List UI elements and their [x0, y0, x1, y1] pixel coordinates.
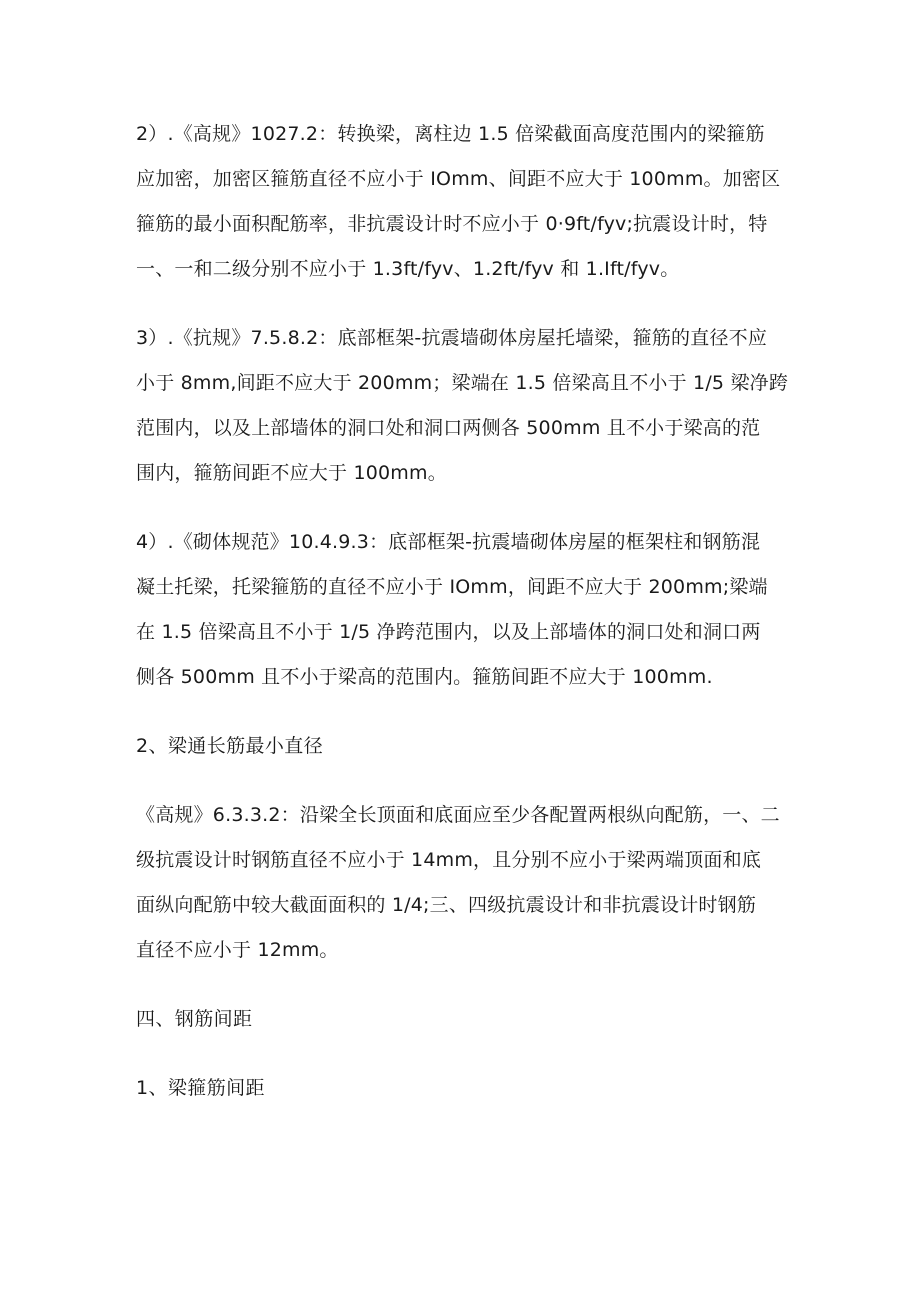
text-line: 在 1.5 倍梁高且不小于 1/5 净跨范围内，以及上部墙体的洞口处和洞口两 — [136, 621, 761, 643]
text-line: 2）.《高规》1027.2：转换梁，离柱边 1.5 倍梁截面高度范围内的梁箍筋 — [136, 123, 765, 145]
text-line: 3）.《抗规》7.5.8.2：底部框架-抗震墙砌体房屋托墙梁，箍筋的直径不应 — [136, 327, 768, 349]
section-heading-stirrup-spacing: 1、梁箍筋间距 — [136, 1077, 265, 1099]
text-line: 4）.《砌体规范》10.4.9.3：底部框架-抗震墙砌体房屋的框架柱和钢筋混 — [136, 531, 761, 553]
text-line: 一、一和二级分别不应小于 1.3ft/fyv、1.2ft∕fyv 和 1.Ift/fyv。 — [136, 258, 680, 280]
text-line: 《高规》6.3.3.2：沿梁全长顶面和底面应至少各配置两根纵向配筋，一、二 — [136, 804, 780, 826]
paragraph-gaogui-6332 — [136, 793, 786, 973]
document-page — [136, 112, 789, 1135]
text-line: 级抗震设计时钢筋直径不应小于 14mm，且分别不应小于梁两端顶面和底 — [136, 849, 762, 871]
text-line: 凝土托梁，托梁箍筋的直径不应小于 IOmm，间距不应大于 200mm;梁端 — [136, 576, 768, 598]
section-heading-min-diameter: 2、梁通长筋最小直径 — [136, 735, 324, 757]
text-line: 侧各 500mm 且不小于梁高的范围内。箍筋间距不应大于 100mm. — [136, 666, 713, 688]
paragraph-gaogui-10272 — [136, 112, 786, 292]
text-line: 直径不应小于 12mm。 — [136, 939, 339, 961]
text-line: 箍筋的最小面积配筋率，非抗震设计时不应小于 0·9ft/fyv;抗震设计时，特 — [136, 213, 768, 235]
text-line: 应加密，加密区箍筋直径不应小于 IOmm、间距不应大于 100mm。加密区 — [136, 168, 781, 190]
section-heading-rebar-spacing: 四、钢筋间距 — [136, 1008, 253, 1030]
paragraph-kanggui-7582 — [136, 316, 789, 496]
text-line: 范围内，以及上部墙体的洞口处和洞口两侧各 500mm 且不小于梁高的范 — [136, 417, 761, 439]
text-line: 围内，箍筋间距不应大于 100mm。 — [136, 462, 447, 484]
text-line: 面纵向配筋中较大截面面积的 1/4;三、四级抗震设计和非抗震设计时钢筋 — [136, 894, 757, 916]
text-line: 小于 8mm,间距不应大于 200mm；梁端在 1.5 倍梁高且不小于 1/5 梁净跨 — [136, 372, 789, 394]
paragraph-qiti-guifan-10493 — [136, 520, 786, 700]
